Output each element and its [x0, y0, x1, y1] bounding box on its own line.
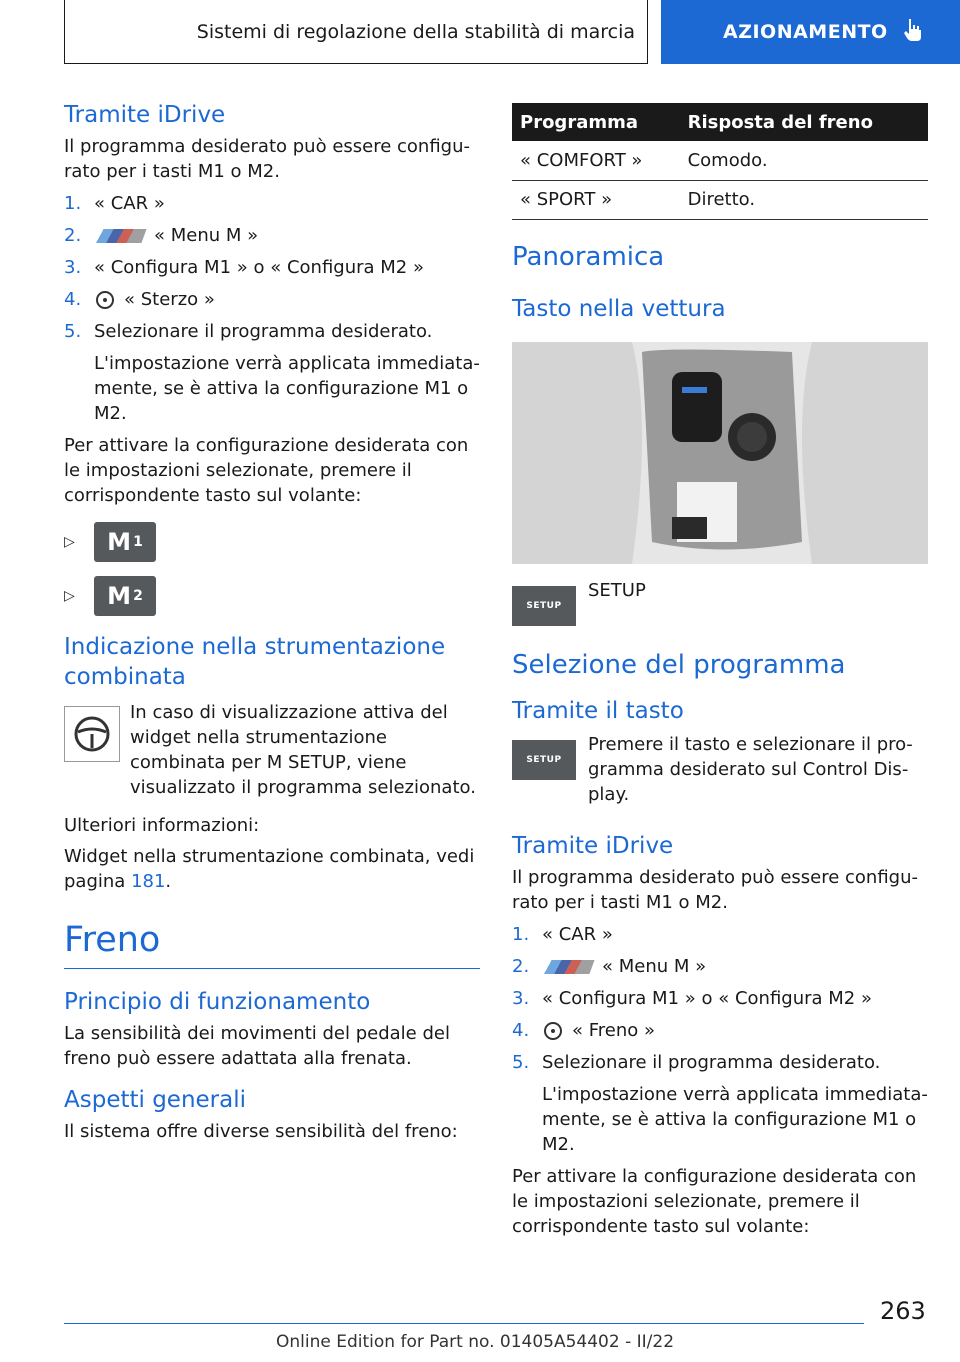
activate-text-right: Per attivare la configurazione desiderata con le impostazioni selezionate, premere il corrispondente tasto sul volante: [512, 1165, 917, 1237]
principle-heading: Principio di funzionamento [64, 989, 371, 1015]
footer-edition: Online Edition for Part no. 01405A54402 - II/22 [276, 1332, 675, 1352]
footer-rule [64, 1323, 864, 1324]
principle-text: La sensibilità dei movimenti del pedale del freno può essere adattata alla frenata. [64, 1023, 450, 1069]
table-header: Risposta del freno [680, 103, 928, 141]
freno-title: Freno [64, 920, 161, 960]
overview-heading: Panoramica [512, 241, 665, 272]
setup-text: SETUP [588, 579, 646, 601]
chapter-title: AZIONAMENTO [723, 21, 888, 43]
setup-row [512, 578, 928, 626]
m1-key-icon: M 1 [94, 522, 156, 562]
via-button-heading: Tramite il tasto [512, 697, 684, 724]
list-item: 4. « Sterzo » [64, 289, 215, 310]
gear-console-image [512, 342, 928, 564]
idrive-steps [64, 191, 480, 426]
chapter-tab[interactable] [661, 0, 960, 64]
list-item: 2. « Menu M » [64, 225, 259, 246]
page-header [64, 0, 960, 66]
list-item: 5. Selezionare il programma desiderato. L'impostazione verrà applicata immediatamente, se è attiva la configurazione M1 o M2. [64, 321, 480, 424]
list-item: 3. « Configura M1 » o « Configura M2 » [512, 987, 872, 1009]
list-item: 2. « Menu M » [512, 955, 707, 977]
right-column [512, 103, 928, 1239]
general-heading: Aspetti generali [64, 1087, 247, 1113]
idrive-heading-right: Tramite iDrive [512, 832, 674, 859]
idrive-intro: Il programma desiderato può essere configurato per i tasti M1 o M2. [64, 136, 471, 182]
setup-key-icon: SETUP [512, 586, 576, 626]
idrive-intro-right: Il programma desiderato può essere configurato per i tasti M1 o M2. [512, 866, 919, 913]
key-m2-row [64, 576, 480, 616]
page-number: 263 [880, 1297, 926, 1325]
m-menu-icon [93, 229, 146, 243]
steering-icon [96, 291, 114, 309]
bullet-triangle-icon: ▷ [64, 588, 75, 604]
idrive-steps-right [512, 922, 928, 1157]
display-heading: Indicazione nella strumentazione combinata [64, 634, 446, 690]
list-item: 1. « CAR » [512, 923, 613, 945]
bullet-triangle-icon: ▷ [64, 534, 75, 550]
table-row: « SPORT » Diretto. [512, 180, 928, 219]
activate-text: Per attivare la configurazione desiderata con le impostazioni selezionate, premere il corrispondente tasto sul volante: [64, 435, 469, 506]
key-m1-row [64, 522, 480, 562]
display-text: In caso di visualizzazione attiva del widget nella strumentazione combinata per M SETUP, viene visualizzato il programma selezionato. [130, 702, 476, 798]
button-heading: Tasto nella vettura [512, 295, 726, 322]
left-column [64, 100, 480, 1144]
program-table [512, 103, 928, 220]
list-item: 4. « Freno » [512, 1019, 656, 1041]
hand-pointer-icon [902, 17, 924, 48]
page-link[interactable]: 181 [131, 871, 166, 892]
section-title: Sistemi di regolazione della stabilità di marcia [64, 0, 648, 64]
m-menu-icon [541, 960, 594, 974]
display-block [64, 700, 480, 800]
via-button-text: Premere il tasto e selezionare il programma desiderato sul Control Display. [588, 733, 913, 805]
via-button-row [512, 732, 928, 807]
step5-note: L'impostazione verrà applicata immediatamente, se è attiva la configurazione M1 o M2. [94, 353, 480, 424]
setup-key-icon: SETUP [512, 740, 576, 780]
brake-icon [544, 1022, 562, 1040]
more-info-label: Ulteriori informazioni: [64, 815, 260, 836]
m2-key-icon: M 2 [94, 576, 156, 616]
list-item: 3. « Configura M1 » o « Configura M2 » [64, 257, 424, 278]
step5-note-right: L'impostazione verrà applicata immediatamente, se è attiva la configurazione M1 o M2. [542, 1083, 928, 1155]
idrive-heading: Tramite iDrive [64, 102, 226, 128]
list-item: 1. « CAR » [64, 193, 165, 214]
table-header: Programma [512, 103, 680, 141]
list-item: 5. Selezionare il programma desiderato. L'impostazione verrà applicata immediatamente, se è attiva la configurazione M1 o M2. [512, 1051, 928, 1155]
freno-section-title [64, 918, 480, 969]
more-info: Widget nella strumentazione combinata, vedi pagina 181. [64, 846, 475, 892]
steering-wheel-icon [64, 706, 120, 762]
general-text: Il sistema offre diverse sensibilità del freno: [64, 1121, 458, 1142]
table-row: « COMFORT » Comodo. [512, 141, 928, 180]
selection-heading: Selezione del programma [512, 649, 846, 680]
